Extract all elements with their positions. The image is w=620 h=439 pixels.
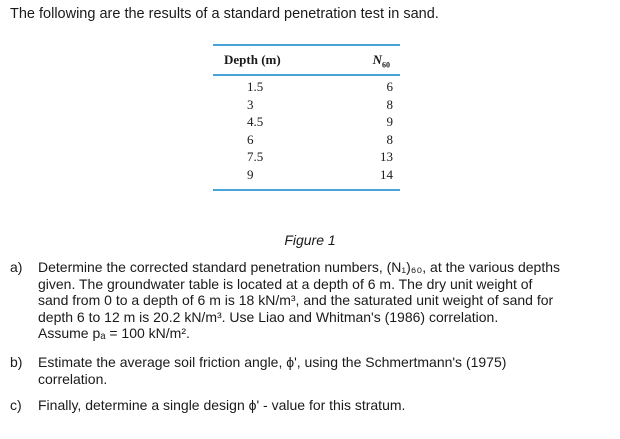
table-header-row xyxy=(213,46,400,76)
depth-column-header: Depth (m) xyxy=(224,52,281,67)
intro-text: The following are the results of a standard penetration test in sand. xyxy=(10,6,439,22)
question-b-letter: b) xyxy=(10,354,23,370)
question-c-line: Finally, determine a single design ϕ' - value for this stratum. xyxy=(38,397,406,413)
depth-cell: 3 xyxy=(247,96,254,112)
question-b-line: Estimate the average soil friction angle, ϕ', using the Schmertmann's (1975) xyxy=(38,354,507,370)
table-row xyxy=(213,113,400,131)
table-row xyxy=(213,148,400,166)
table-row xyxy=(213,131,400,149)
question-b-line: correlation. xyxy=(38,370,108,387)
depth-cell: 7.5 xyxy=(247,149,264,164)
spt-results-table xyxy=(213,44,400,191)
n60-header-subscript: 60 xyxy=(382,60,390,70)
depth-cell: 1.5 xyxy=(247,79,264,94)
n60-cell: 6 xyxy=(386,79,393,94)
question-a-letter: a) xyxy=(10,259,23,275)
question-a-line: Determine the corrected standard penetration numbers, (N₁)₆₀, at the various depths xyxy=(38,259,560,275)
table-row xyxy=(213,96,400,114)
table-row xyxy=(213,166,400,184)
question-a-line: depth 6 to 12 m is 20.2 kN/m³. Use Liao and Whitman's (1986) correlation. xyxy=(38,308,499,325)
n60-cell: 8 xyxy=(386,131,393,147)
depth-cell: 4.5 xyxy=(247,114,264,129)
question-a-text xyxy=(38,259,560,342)
question-a-line: given. The groundwater table is located at a depth of 6 m. The dry unit weight of xyxy=(38,275,533,292)
depth-cell: 6 xyxy=(247,131,254,147)
n60-column-header xyxy=(373,52,390,70)
question-c-letter: c) xyxy=(10,397,22,413)
question-b-text xyxy=(38,354,506,387)
n60-cell: 8 xyxy=(386,96,393,112)
table-row xyxy=(213,78,400,96)
figure-caption: Figure 1 xyxy=(284,232,336,248)
question-a-line: Assume pₐ = 100 kN/m². xyxy=(38,325,190,341)
n60-cell: 13 xyxy=(380,149,393,164)
table-body xyxy=(213,76,400,189)
depth-cell: 9 xyxy=(247,166,254,182)
n60-cell: 14 xyxy=(380,166,393,182)
n60-header-main: N xyxy=(372,52,382,67)
n60-cell: 9 xyxy=(386,114,393,129)
question-a-line: sand from 0 to a depth of 6 m is 18 kN/m³, and the saturated unit weight of sand for xyxy=(38,292,554,308)
question-c-text xyxy=(38,397,405,414)
